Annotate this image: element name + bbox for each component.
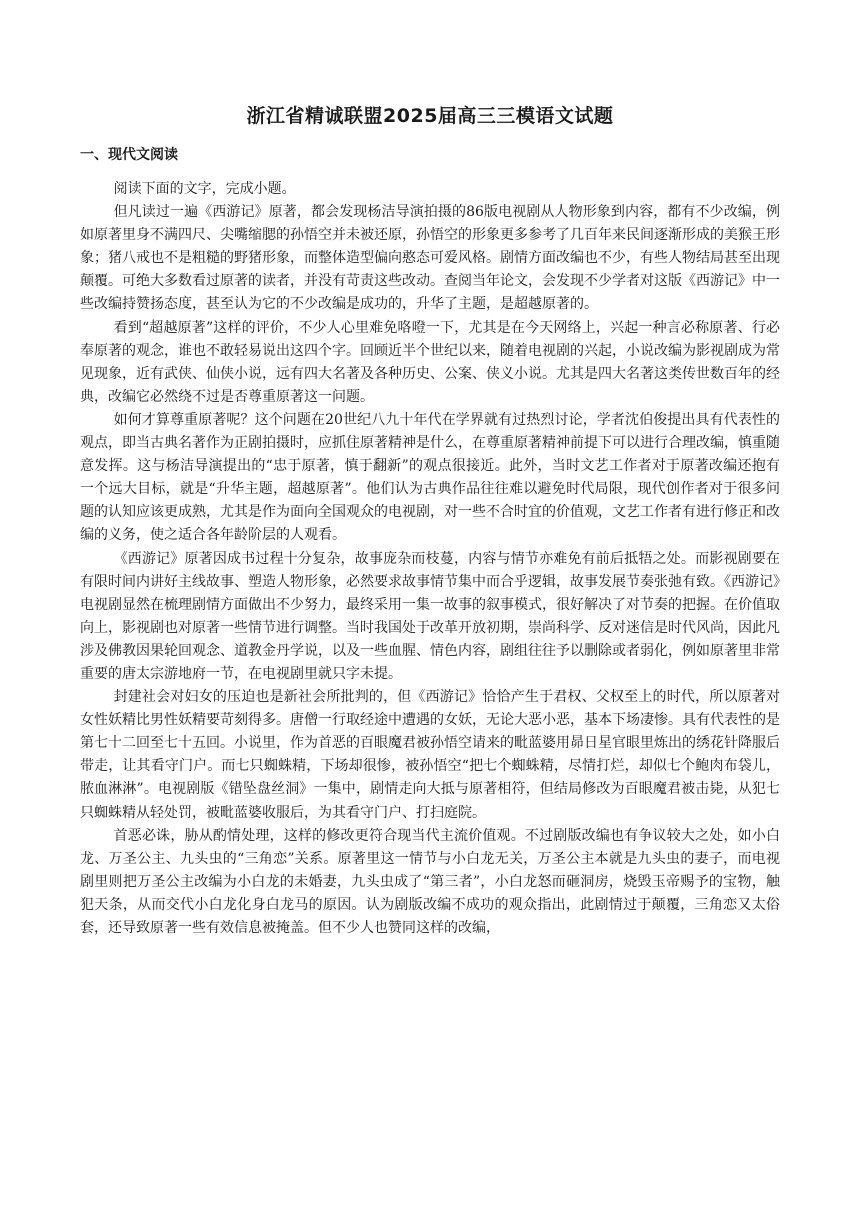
article-paragraph: 但凡读过一遍《西游记》原著，都会发现杨洁导演拍摄的86版电视剧从人物形象到内容，都有不少改编，例如原著里身不满四尺、尖嘴缩腮的孙悟空并未被还原，孙悟空的形象更多参考了几百年来民间逐渐形成的美猴王形象；猪八戒也不是粗糙的野猪形象，而整体造型偏向憨态可爱风格。剧情方面改编也不少，有些人物结局甚至出现颠覆。可绝大多数看过原著的读者，并没有苛责这些改动。查阅当年论文，会发现不少学者对这版《西游记》中一些改编持赞扬态度，甚至认为它的不少改编是成功的，升华了主题，是超越原著的。 — [80, 204, 780, 313]
article-paragraph: 看到“超越原著”这样的评价，不少人心里难免咯噔一下，尤其是在今天网络上，兴起一种言必称原著、行必奉原著的观念，谁也不敢轻易说出这四个字。回顾近半个世纪以来，随着电视剧的兴起，小说改编为影视剧成为常见现象，近有武侠、仙侠小说，远有四大名著及各种历史、公案、侠义小说。尤其是四大名著这类传世数百年的经典，改编它必然绕不过是否尊重原著这一问题。 — [80, 319, 780, 405]
article-body — [80, 178, 780, 940]
article-paragraph: 《西游记》原著因成书过程十分复杂，故事庞杂而枝蔓，内容与情节亦难免有前后抵牾之处。而影视剧要在有限时间内讲好主线故事、塑造人物形象，必然要求故事情节集中而合乎逻辑，故事发展节奏张弛有致。《西游记》电视剧显然在梳理剧情方面做出不少努力，最终采用一集一故事的叙事模式，很好解决了对节奏的把握。在价值取向上，影视剧也对原著一些情节进行调整。当时我国处于改革开放初期，崇尚科学、反对迷信是时代风尚，因此凡涉及佛教因果轮回观念、道教金丹学说，以及一些血腥、情色内容，剧组往往予以删除或者弱化，例如原著里非常重要的唐太宗游地府一节，在电视剧里就只字未提。 — [80, 550, 780, 682]
instruction-paragraph: 阅读下面的文字，完成小题。 — [113, 181, 296, 197]
article-paragraph: 封建社会对妇女的压迫也是新社会所批判的，但《西游记》恰恰产生于君权、父权至上的时代，所以原著对女性妖精比男性妖精要苛刻得多。唐僧一行取经途中遭遇的女妖，无论大恶小恶，基本下场凄惨。具有代表性的是第七十二回至七十五回。小说里，作为首恶的百眼魔君被孙悟空请来的毗蓝婆用昴日星官眼里炼出的绣花针降服后带走，让其看守门户。而七只蜘蛛精，下场却很惨，被孙悟空“把七个蜘蛛精，尽情打烂，却似七个鲍肉布袋儿，脓血淋淋”。电视剧版《错坠盘丝洞》一集中，剧情走向大抵与原著相符，但结局修改为百眼魔君被击毙，从犯七只蜘蛛精从轻处罚，被毗蓝婆收服后，为其看守门户、打扫庭院。 — [80, 689, 780, 821]
section-heading: 一、现代文阅读 — [80, 147, 178, 163]
page-title: 浙江省精诚联盟2025届高三三模语文试题 — [246, 105, 614, 127]
article-paragraph: 如何才算尊重原著呢？这个问题在20世纪八九十年代在学界就有过热烈讨论，学者沈伯俊提出具有代表性的观点，即当古典名著作为正剧拍摄时，应抓住原著精神是什么，在尊重原著精神前提下可以进行合理改编，慎重随意发挥。这与杨洁导演提出的“忠于原著，慎于翻新”的观点很接近。此外，当时文艺工作者对于原著改编还抱有一个远大目标，就是“升华主题，超越原著”。他们认为古典作品往往难以避免时代局限，现代创作者对于很多问题的认知应该更成熟，尤其是作为面向全国观众的电视剧，对一些不合时宜的价值观，文艺工作者有进行修正和改编的义务，使之适合各年龄阶层的人观看。 — [80, 411, 780, 544]
article-paragraph: 首恶必诛，胁从酌情处理，这样的修改更符合现当代主流价值观。不过剧版改编也有争议较大之处，如小白龙、万圣公主、九头虫的“三角恋”关系。原著里这一情节与小白龙无关，万圣公主本就是九头虫的妻子，而电视剧里则把万圣公主改编为小白龙的未婚妻，九头虫成了“第三者”，小白龙怒而砸洞房，烧毁玉帝赐予的宝物，触犯天条，从而交代小白龙化身白龙马的原因。认为剧版改编不成功的观众指出，此剧情过于颠覆，三角恋又太俗套，还导致原著一些有效信息被掩盖。但不少人也赞同这样的改编， — [80, 827, 780, 936]
